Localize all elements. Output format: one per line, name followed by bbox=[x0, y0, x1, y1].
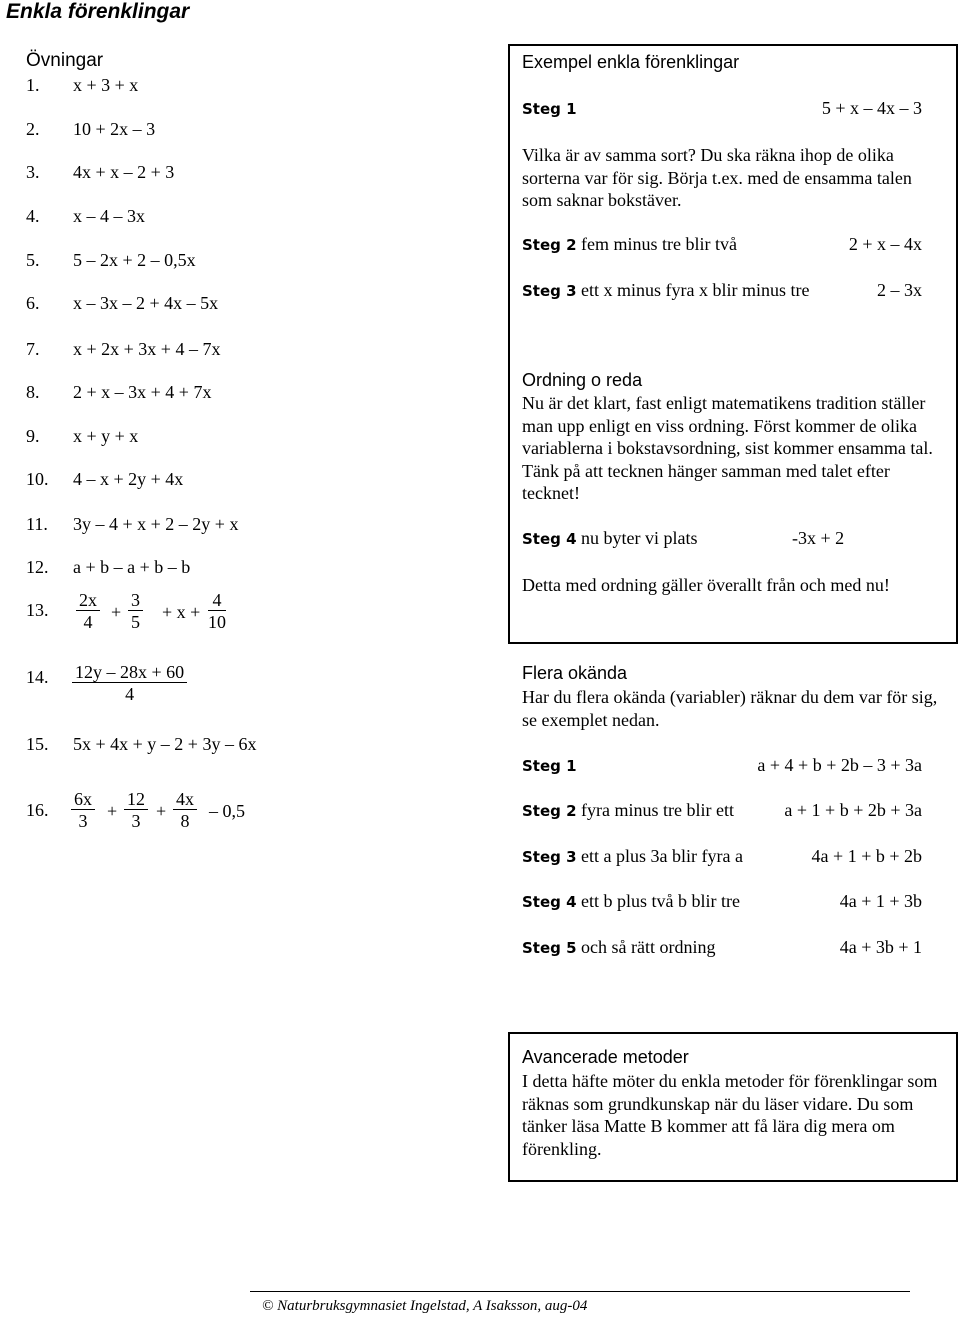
fraction-numerator: 4 bbox=[208, 590, 226, 611]
fraction bbox=[72, 662, 187, 705]
fraction-denominator: 3 bbox=[78, 811, 88, 831]
step-text: ett x minus fyra x blir minus tre bbox=[581, 280, 810, 300]
exercises-heading: Övningar bbox=[26, 50, 104, 71]
example-step-3 bbox=[522, 280, 922, 301]
step-label: Steg 1 bbox=[522, 100, 577, 118]
step-label: Steg 2 bbox=[522, 802, 577, 820]
fraction bbox=[208, 590, 226, 633]
example-box-heading: Exempel enkla förenklingar bbox=[522, 52, 740, 72]
exercise-number: 10. bbox=[26, 469, 49, 489]
step-result: a + 4 + b + 2b – 3 + 3a bbox=[757, 755, 922, 775]
example-step-1 bbox=[522, 98, 922, 119]
operator: + bbox=[156, 801, 167, 821]
fraction-numerator: 6x bbox=[71, 789, 95, 810]
order-heading: Ordning o reda bbox=[522, 370, 643, 390]
step-label: Steg 4 bbox=[522, 893, 577, 911]
step-result: 4a + 1 + 3b bbox=[839, 891, 922, 911]
step-text: ett b plus två b blir tre bbox=[581, 891, 741, 911]
multi-step-5 bbox=[522, 937, 922, 958]
step-result: 2 + x – 4x bbox=[848, 234, 922, 254]
fraction-denominator: 8 bbox=[180, 811, 190, 831]
exercise-expression: 10 + 2x – 3 bbox=[73, 119, 156, 139]
exercise-expression: x + y + x bbox=[73, 426, 139, 446]
exercise-number: 11. bbox=[26, 514, 48, 534]
exercise-number: 12. bbox=[26, 557, 49, 577]
fraction-denominator: 5 bbox=[131, 612, 140, 632]
exercise-expression: 3y – 4 + x + 2 – 2y + x bbox=[73, 514, 239, 534]
exercise-expression: a + b – a + b – b bbox=[73, 557, 191, 577]
step-result: 4a + 1 + b + 2b bbox=[811, 846, 922, 866]
footer-copyright: © Naturbruksgymnasiet Ingelstad, A Isaksson, aug-04 bbox=[262, 1298, 588, 1314]
step-result: a + 1 + b + 2b + 3a bbox=[784, 800, 922, 820]
fraction-denominator: 4 bbox=[125, 684, 135, 704]
fraction bbox=[76, 590, 100, 633]
exercise-number: 15. bbox=[26, 734, 49, 754]
fraction bbox=[124, 789, 148, 832]
step-result: 5 + x – 4x – 3 bbox=[821, 98, 922, 118]
page-title: Enkla förenklingar bbox=[6, 0, 190, 23]
exercise-number: 2. bbox=[26, 119, 40, 139]
fraction bbox=[128, 590, 143, 633]
advanced-heading: Avancerade metoder bbox=[522, 1047, 689, 1067]
advanced-paragraph: I detta häfte möter du enkla metoder för förenklingar som räknas som grundkunskap när du läser vidare. Du som tänker läsa Matte B kommer att få lära dig mera om förenkling. bbox=[522, 1071, 938, 1159]
multi-paragraph: Har du flera okända (variabler) räknar du dem var för sig, se exemplet nedan. bbox=[522, 687, 938, 730]
exercise-number: 13. bbox=[26, 600, 49, 620]
exercise-expression: x – 4 – 3x bbox=[73, 206, 145, 226]
example-paragraph: Vilka är av samma sort? Du ska räkna ihop de olika sorterna var för sig. Börja t.ex. med de ensamma talen som saknar bokstäver. bbox=[522, 145, 912, 210]
operator: – 0,5 bbox=[209, 801, 245, 821]
step-label: Steg 2 bbox=[522, 236, 577, 254]
exercise-expression: x – 3x – 2 + 4x – 5x bbox=[73, 293, 219, 313]
step-text: och så rätt ordning bbox=[581, 937, 716, 957]
exercise-number: 9. bbox=[26, 426, 40, 446]
order-paragraph: Nu är det klart, fast enligt matematikens tradition ställer man upp enligt en viss ordning. Först kommer de olika variablerna i bokstavsordning, sist kommer ensamma tal. Tänk på att tecknen hänger samman med talet efter tecknet! bbox=[522, 393, 933, 503]
fraction-denominator: 4 bbox=[83, 612, 93, 632]
operator: + bbox=[111, 602, 122, 622]
fraction bbox=[173, 789, 197, 832]
example-step-4 bbox=[522, 528, 922, 549]
step-result: 4a + 3b + 1 bbox=[839, 937, 922, 957]
step-label: Steg 1 bbox=[522, 757, 577, 775]
exercise-number: 8. bbox=[26, 382, 40, 402]
fraction-numerator: 4x bbox=[173, 789, 197, 810]
step-label: Steg 3 bbox=[522, 282, 577, 300]
order-closing: Detta med ordning gäller överallt från och med nu! bbox=[522, 575, 890, 595]
exercise-number: 1. bbox=[26, 75, 40, 95]
exercise-expression: 2 + x – 3x + 4 + 7x bbox=[73, 382, 212, 402]
exercise-number: 3. bbox=[26, 162, 40, 182]
step-text: nu byter vi plats bbox=[581, 528, 698, 548]
multi-step-2 bbox=[522, 800, 922, 821]
step-label: Steg 3 bbox=[522, 848, 577, 866]
step-text: fyra minus tre blir ett bbox=[581, 800, 735, 820]
exercise-number: 7. bbox=[26, 339, 40, 359]
fraction-denominator: 3 bbox=[131, 811, 141, 831]
fraction-numerator: 2x bbox=[76, 590, 100, 611]
multi-heading: Flera okända bbox=[522, 663, 628, 683]
step-label: Steg 4 bbox=[522, 530, 577, 548]
exercise-expression: 4x + x – 2 + 3 bbox=[73, 162, 175, 182]
multi-step-1 bbox=[522, 755, 922, 776]
exercise-number: 16. bbox=[26, 800, 49, 820]
multi-step-4 bbox=[522, 891, 922, 912]
step-label: Steg 5 bbox=[522, 939, 577, 957]
fraction bbox=[71, 789, 95, 832]
fraction-numerator: 3 bbox=[128, 590, 143, 611]
multi-step-3 bbox=[522, 846, 922, 867]
step-text: ett a plus 3a blir fyra a bbox=[581, 846, 743, 866]
operator: + x + bbox=[162, 602, 201, 622]
example-step-2 bbox=[522, 234, 922, 255]
exercise-expression: 5 – 2x + 2 – 0,5x bbox=[73, 250, 196, 270]
example-box bbox=[508, 44, 958, 644]
exercise-expression: 4 – x + 2y + 4x bbox=[73, 469, 184, 489]
fraction-numerator: 12y – 28x + 60 bbox=[72, 662, 187, 683]
step-result: -3x + 2 bbox=[792, 528, 845, 548]
fraction-numerator: 12 bbox=[124, 789, 148, 810]
step-text: fem minus tre blir två bbox=[581, 234, 738, 254]
footer-divider bbox=[250, 1291, 910, 1292]
fraction-denominator: 10 bbox=[208, 612, 226, 632]
exercise-expression: x + 2x + 3x + 4 – 7x bbox=[73, 339, 221, 359]
exercise-expression: 5x + 4x + y – 2 + 3y – 6x bbox=[73, 734, 257, 754]
exercise-number: 6. bbox=[26, 293, 40, 313]
operator: + bbox=[107, 801, 118, 821]
step-result: 2 – 3x bbox=[877, 280, 922, 300]
exercise-number: 5. bbox=[26, 250, 40, 270]
exercise-expression: x + 3 + x bbox=[73, 75, 139, 95]
exercise-number: 14. bbox=[26, 667, 49, 687]
exercise-number: 4. bbox=[26, 206, 40, 226]
